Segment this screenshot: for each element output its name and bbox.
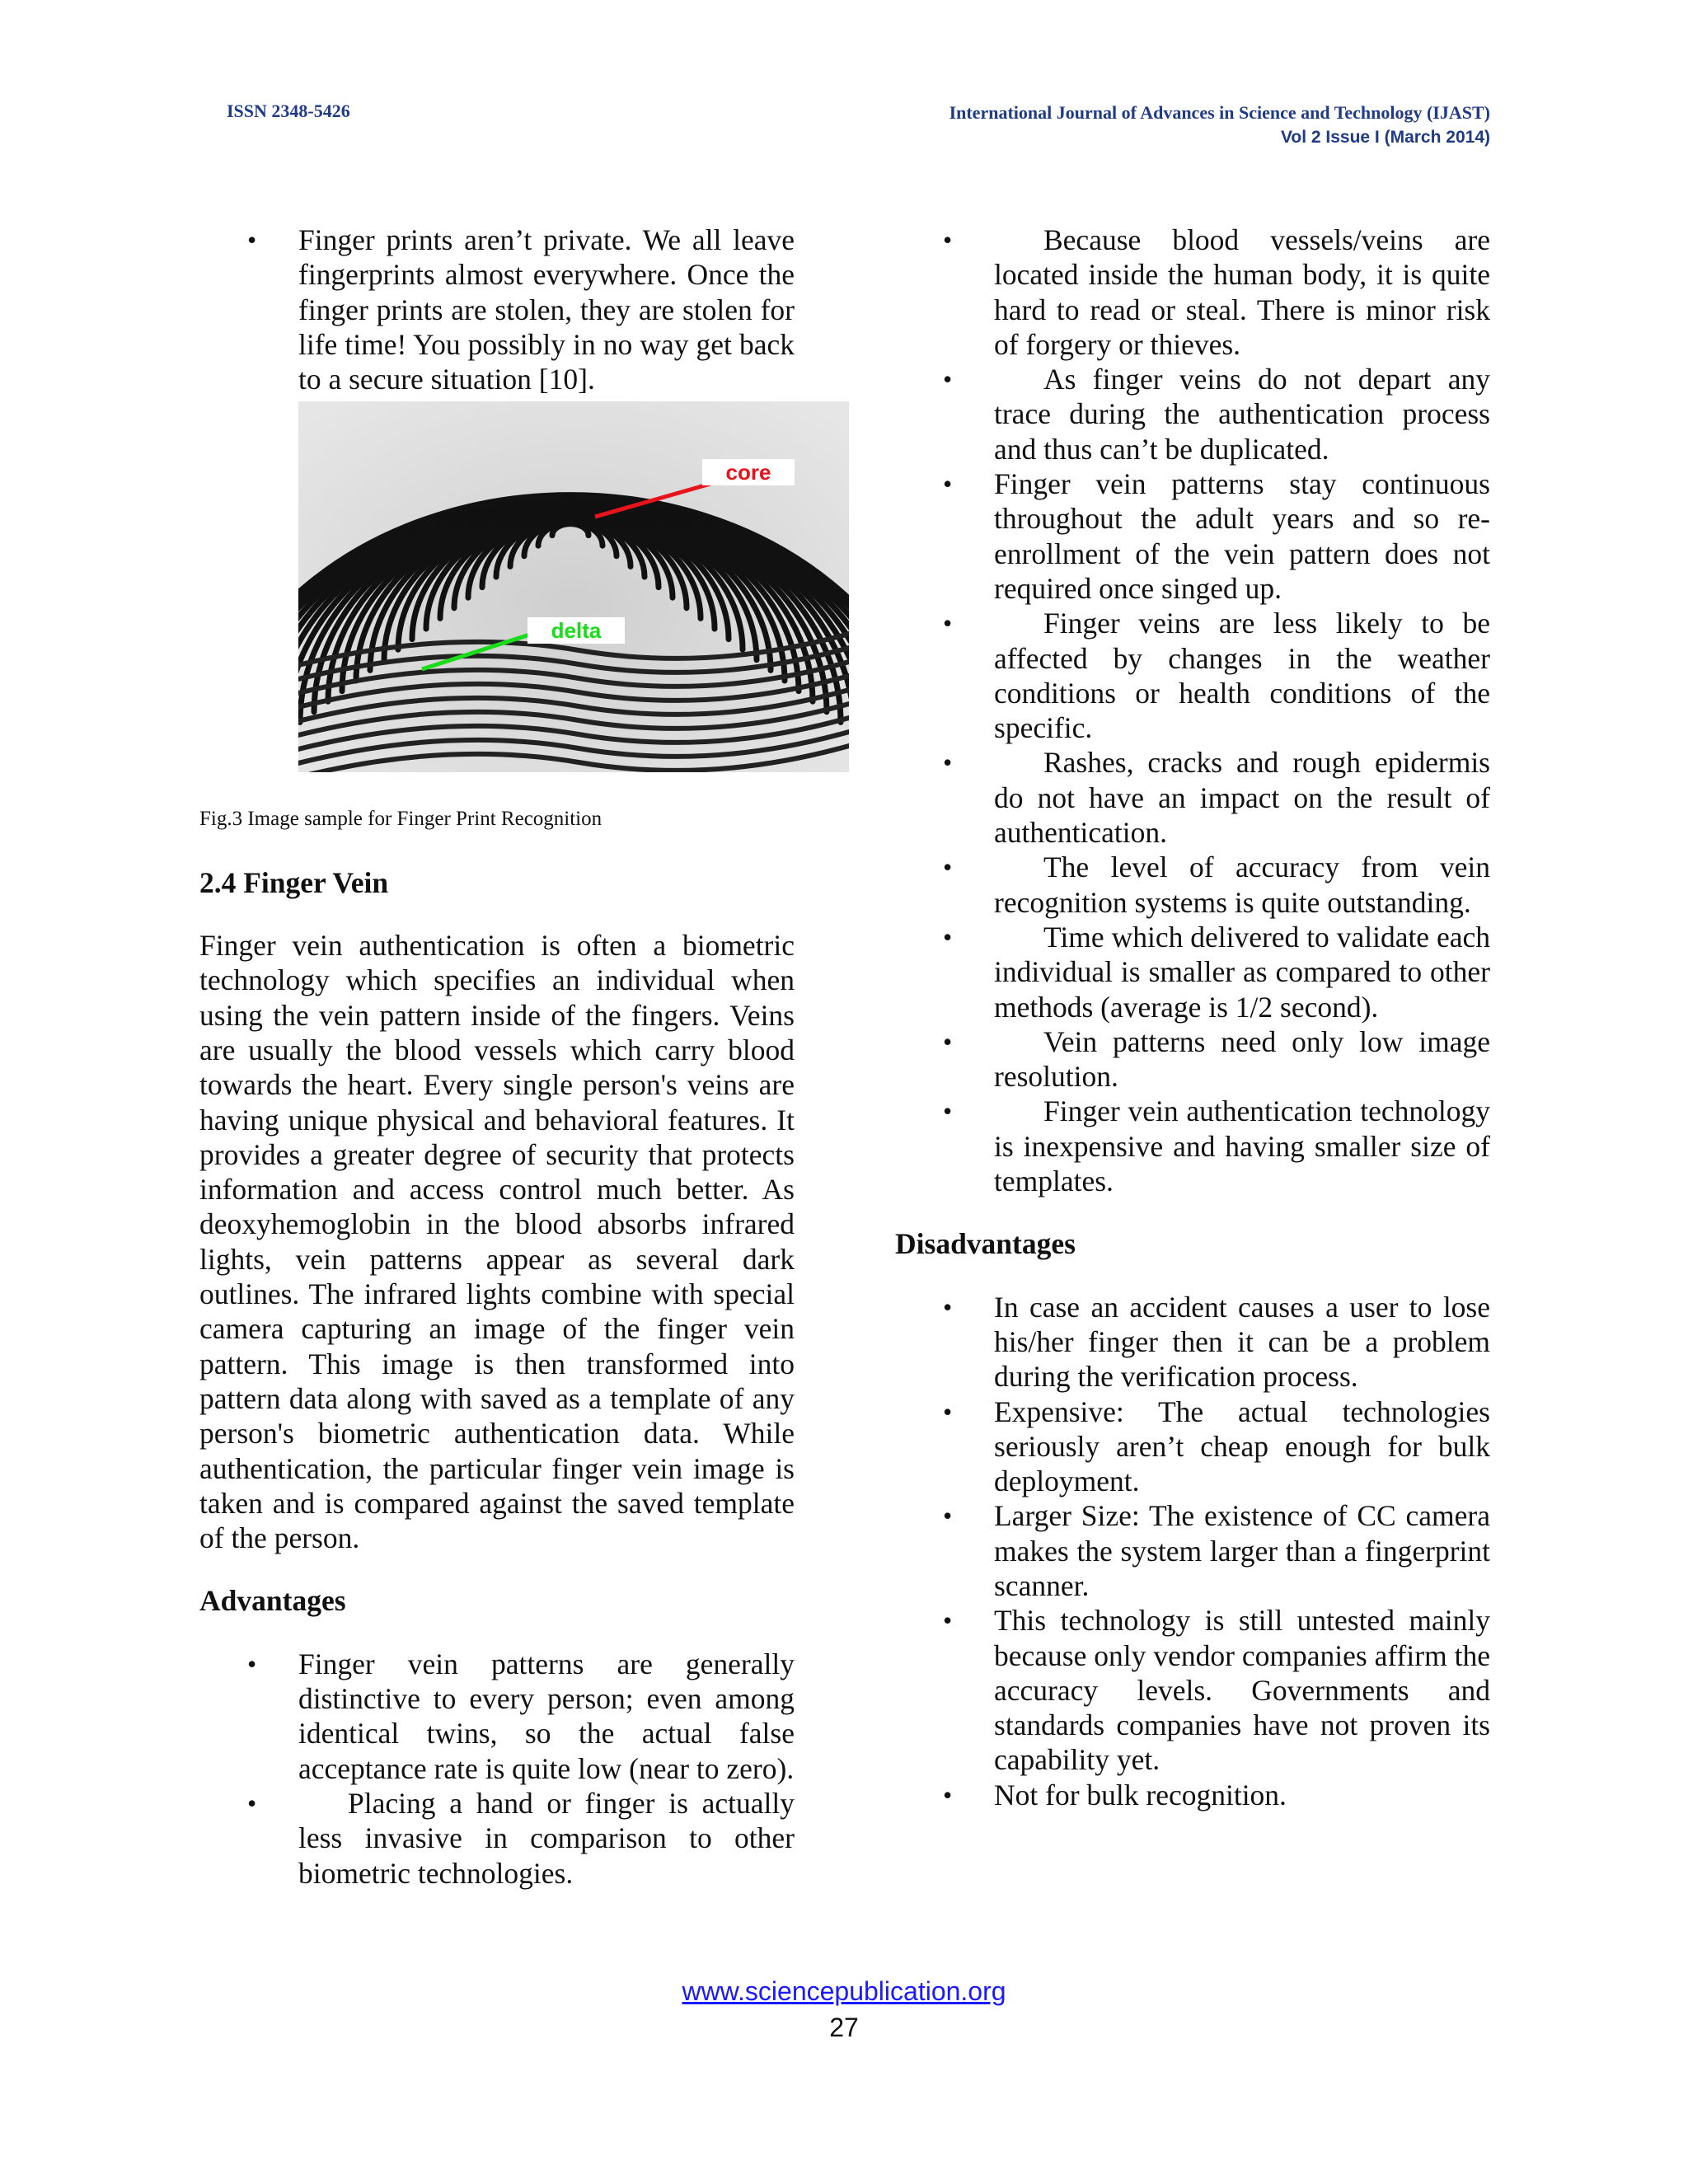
bullet-text: • Time which delivered to validate each individual is smaller as compared to other methods (average is 1/2 second). [994,920,1490,1024]
disadvantages-list [895,1290,1490,1812]
list-item [199,223,795,396]
finger-vein-paragraph: Finger vein authentication is often a biometric technology which specifies an individual when using the vein pattern inside of the fingers. Veins are usually the blood vessels which carry blood towards the heart. Every single person's veins are having unique physical and behavioral features. It provides a greater degree of security that protects information and access control much better. As deoxyhemoglobin in the blood absorbs infrared lights, vein patterns appear as several dark outlines. The infrared lights combine with special camera capturing an image of the finger vein pattern. This image is then transformed into pattern data along with saved as a template of any person's biometric authentication data. While authentication, the particular finger vein image is taken and is compared against the saved template of the person. [199,929,795,1555]
list-item [895,1498,1490,1603]
list-item [895,1778,1490,1812]
section-title: 2.4 Finger Vein [199,865,389,899]
list-item [895,223,1490,362]
advantages-continued-list [895,223,1490,1198]
list-item [895,1024,1490,1094]
figure-caption: Fig.3 Image sample for Finger Print Recognition [199,808,603,831]
bullet-text: • Finger vein authentication technology is inexpensive and having smaller size of templates. [994,1094,1490,1198]
left-column [199,223,795,1891]
list-item [895,1290,1490,1394]
core-label: core [725,460,771,485]
delta-label: delta [551,618,602,644]
list-item [895,920,1490,1024]
bullet-text: • Finger veins are less likely to be affected by changes in the weather conditions or health conditions of the specific. [994,607,1490,745]
fingerprint-image [298,401,849,772]
list-item [895,745,1490,850]
list-item [895,850,1490,920]
advantages-list [199,1647,795,1891]
disadvantages-heading: Disadvantages [895,1227,1076,1261]
page-number: 27 [829,2013,859,2042]
list-item [895,466,1490,606]
bullet-text: • Expensive: The actual technologies seriously aren’t cheap enough for bulk deployment. [994,1394,1490,1498]
bullet-text: • Vein patterns need only low image resolution. [994,1024,1490,1094]
bullet-text: • Larger Size: The existence of CC camera makes the system larger than a fingerprint scanner. [994,1499,1490,1602]
intro-bullet-list [199,223,795,396]
bullet-text: • This technology is still untested mainly because only vendor companies affirm the accuracy levels. Governments and standards companies have not proven its capability yet. [994,1604,1490,1777]
advantages-heading: Advantages [199,1584,346,1618]
journal-title: International Journal of Advances in Science and Technology (IJAST) [949,102,1490,123]
list-item [199,1786,795,1891]
bullet-text: • Finger vein patterns stay continuous throughout the adult years and so re-enrollment of the vein pattern does not required once singed up. [994,467,1490,605]
website-link[interactable]: www.sciencepublication.org [682,1976,1006,2006]
list-item [895,1603,1490,1777]
journal-header [950,101,1490,150]
bullet-text: • Rashes, cracks and rough epidermis do not have an impact on the result of authentication. [994,746,1490,850]
bullet-text: • Because blood vessels/veins are located inside the human body, it is quite hard to read or steal. There is minor risk of forgery or thieves. [994,223,1490,361]
fingerprint-figure [298,401,849,772]
bullet-text: • The level of accuracy from vein recognition systems is quite outstanding. [994,851,1490,919]
bullet-text: • Finger prints aren’t private. We all leave fingerprints almost everywhere. Once the finger prints are stolen, they are stolen for life time! You possibly in no way get back to a secure situation [10]. [298,223,795,396]
list-item [199,1647,795,1786]
journal-volume: Vol 2 Issue I (March 2014) [1280,128,1490,147]
bullet-text: • Placing a hand or finger is actually less invasive in comparison to other biometric technologies. [298,1786,795,1890]
bullet-text: • Not for bulk recognition. [994,1778,1287,1811]
bullet-text: • Finger vein patterns are generally distinctive to every person; even among identical twins, so the actual false acceptance rate is quite low (near to zero). [298,1647,795,1785]
right-column [895,223,1490,1812]
bullet-text: • As finger veins do not depart any trace during the authentication process and thus can’t be duplicated. [994,363,1490,466]
list-item [895,606,1490,745]
list-item [895,1094,1490,1198]
list-item [895,1394,1490,1499]
list-item [895,362,1490,466]
bullet-text: • In case an accident causes a user to lose his/her finger then it can be a problem during the verification process. [994,1290,1490,1394]
issn-header: ISSN 2348-5426 [227,101,350,121]
